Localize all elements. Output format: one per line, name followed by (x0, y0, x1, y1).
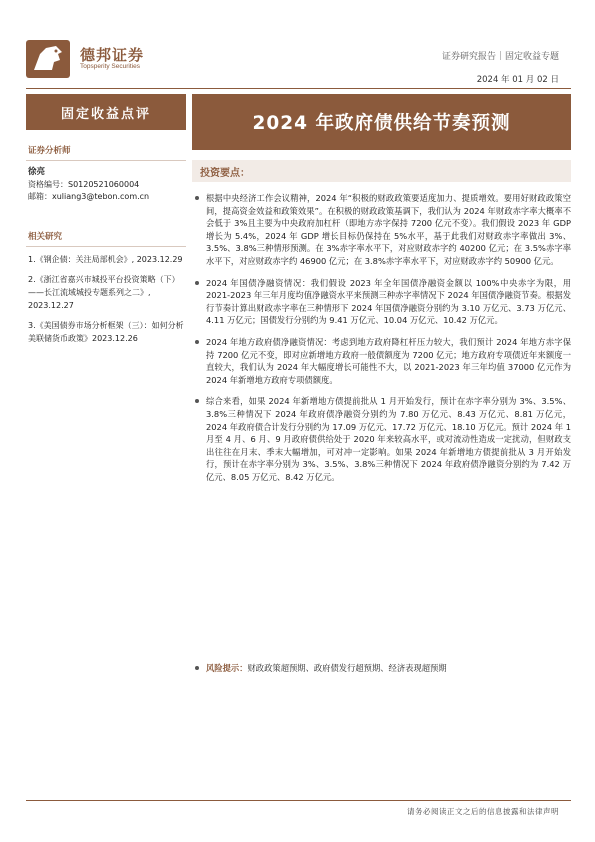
brand-name-en: Topsperity Securities (80, 63, 140, 70)
analyst-section (26, 140, 186, 203)
bullet-dot-icon (195, 399, 199, 403)
page-title: 2024 年政府债供给节奏预测 (192, 94, 571, 150)
horse-logo-icon (26, 40, 70, 78)
page-header (0, 0, 595, 90)
related-research-section (26, 226, 186, 352)
section-heading: 投资要点： (192, 160, 571, 182)
header-divider (26, 88, 571, 89)
report-date: 2024 年 01 月 02 日 (476, 75, 559, 85)
related-item[interactable]: 1.《钢企债：关注局部机会》, 2023.12.29 (28, 255, 183, 264)
footer-divider (26, 800, 571, 801)
bullet-dot-icon (195, 340, 199, 344)
bullet-text: 2024 年地方政府债净融资情况：考虑到地方政府降杠杆压力较大，我们预计 2024 年地方赤字保持 7200 亿元不变，即对应新增地方政府一般债额度为 7200 亿元；地方政府专项债近年来额度一直较大，我们认为 2024 年大幅度增长可能性不大，以 2021-2023 年三年均值 37000 亿元作为 2024 年新增地方政府专项债额度。 (206, 336, 571, 385)
brand-name-cn: 德邦证券 (80, 46, 145, 64)
related-list (26, 253, 186, 345)
bullet-dot-icon (195, 666, 199, 670)
bullet-dot-icon (195, 281, 199, 285)
sidebar-banner: 固定收益点评 (26, 94, 186, 130)
footer-disclaimer: 请务必阅读正文之后的信息披露和法律声明 (407, 807, 559, 816)
risk-text: 财政政策超预期、政府债发行超预期、经济表现超预期 (247, 663, 447, 673)
related-item[interactable]: 2.《浙江省嘉兴市城投平台投资策略（下）——长江流域城投专题系列之二》, 2023.12.27 (28, 275, 180, 310)
bullet-item (192, 192, 571, 268)
bullet-dot-icon (195, 196, 199, 200)
bullet-list (192, 192, 571, 483)
risk-notice (192, 662, 585, 675)
related-heading: 相关研究 (26, 226, 186, 247)
analyst-name: 徐亮 (28, 167, 46, 177)
bullet-text: 综合来看，如果 2024 年新增地方债提前批从 1 月开始发行，预计在赤字率分别为 3%、3.5%、3.8%三种情况下 2024 年政府债净融资分别约为 7.80 万亿元、8.43 万亿元、8.81 万亿元，2024 年政府债合计发行分别约为 17.09 万亿元、17.72 万亿元、18.10 万亿元。预计 2024 年 1 月至 4 月、6 月、9 月政府债供给处于 2020 年来较高水平，或对流动性造成一定扰动，但财政支出往往在月末、季末大幅增加，可对冲一定影响。如果 2024 年新增地方债提前批从 3 月开始发行，预计在赤字率分别为 3%、3.5%、3.8%三种情况下 2024 年政府债净融资分别约为 7.42 万亿元、8.05 万亿元、8.42 万亿元。 (206, 396, 571, 482)
report-type: 证券研究报告｜固定收益专题 (441, 52, 559, 62)
related-item[interactable]: 3.《美国债券市场分析框架（三）：如何分析美联储货币政策》2023.12.26 (28, 321, 184, 343)
investment-highlights (192, 160, 571, 492)
analyst-email[interactable]: 邮箱：xuliang3@tebon.com.cn (28, 192, 150, 201)
bullet-item (192, 336, 571, 386)
bullet-text: 2024 年国债净融资情况：我们假设 2023 年全年国债净融资金额以 100%中央赤字为限，用 2021-2023 年三年月度均值净融资水平来预测三种赤字率情况下 2024 年国债净融资节奏。根据发行节奏计算出财政赤字率在三种情形下 2024 年国债净融资分别约为 3.10 万亿元、3.73 万亿元、4.11 万亿元；国债发行分别约为 9.41 万亿元、10.04 万亿元、10.42 万亿元。 (206, 277, 571, 326)
bullet-item (192, 395, 571, 483)
bullet-text: 根据中央经济工作会议精神，2024 年“积极的财政政策要适度加力、提质增效。要用好财政政策空间，提高资金效益和政策效果”。在积极的财政政策基调下，我们认为 2024 年财政赤字率大概率不会低于 3%且主要为中央政府加杠杆（即地方赤字保持 7200 亿元不变）。我们假设 2023 年 GDP 增长为 5.4%，2024 年 GDP 增长目标仍保持在 5%水平，基于此我们对财政赤字率做出 3%、3.5%、3.8%三种情形预测。在 3%赤字率水平下，对应财政赤字约 40200 亿元；在 3.5%赤字率水平下，对应财政赤字约 46900 亿元；在 3.8%赤字率水平下，对应财政赤字约 50900 亿元。 (206, 193, 571, 266)
analyst-cert: 资格编号：S0120521060004 (28, 180, 140, 189)
risk-label: 风险提示： (206, 663, 248, 673)
analyst-heading: 证券分析师 (26, 140, 186, 161)
bullet-item (192, 277, 571, 327)
